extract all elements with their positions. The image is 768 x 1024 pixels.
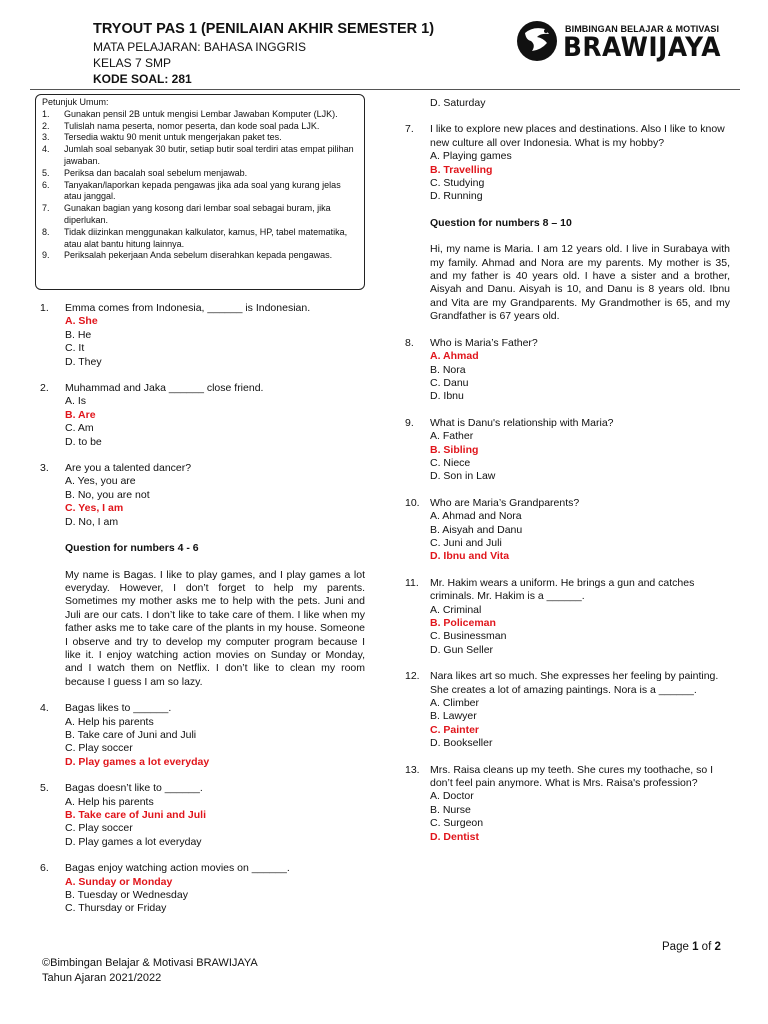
question-text: Mr. Hakim wears a uniform. He brings a gun and catches criminals. Mr. Hakim is a ______.: [430, 576, 695, 603]
question-number: 11.: [405, 576, 419, 589]
instruction-item: [42, 121, 358, 133]
question-stem: [405, 337, 730, 350]
page-number: [662, 941, 721, 953]
page-of: of: [701, 941, 712, 953]
question-stem: [405, 497, 730, 510]
instruction-text: Tanyakan/laporkan kepada pengawas jika ada soal yang kurang jelas atau janggal.: [64, 179, 341, 202]
answer-option: B. Nurse: [430, 803, 471, 816]
question-stem: [405, 417, 730, 430]
answer-option: A. Criminal: [430, 603, 482, 616]
answer-options: [40, 876, 365, 916]
answer-option: C. Niece: [430, 456, 471, 469]
answer-option: D. Ibnu: [430, 390, 464, 403]
instruction-number: 3.: [42, 132, 50, 143]
question-12: [405, 670, 730, 750]
page-prefix: Page: [662, 941, 689, 953]
answer-option: B. He: [65, 328, 92, 341]
answer-option: A. Playing games: [430, 150, 512, 163]
answer-option: A. Father: [430, 430, 474, 443]
answer-options: [40, 315, 365, 369]
question-text: Bagas enjoy watching action movies on ______.: [65, 862, 290, 875]
page-current: 1: [692, 941, 699, 953]
answer-options: [405, 430, 730, 484]
answer-option-correct: A. She: [65, 315, 98, 328]
question-text: I like to explore new places and destinations. Also I like to know new culture all over Indonesia. What is my hobby?: [430, 123, 725, 149]
logo-tagline: BIMBINGAN BELAJAR & MOTIVASI: [565, 24, 720, 34]
instruction-item: [42, 180, 358, 204]
instruction-text: Gunakan pensil 2B untuk mengisi Lembar Jawaban Komputer (LJK).: [64, 108, 338, 119]
instruction-number: 7.: [42, 203, 50, 214]
page-total: 2: [714, 941, 721, 953]
instruction-number: 2.: [42, 120, 50, 131]
question-text: Who is Maria’s Father?: [430, 336, 538, 349]
question-stem: [405, 764, 730, 791]
answer-option: C. Juni and Juli: [430, 536, 502, 549]
answer-option-correct: B. Are: [65, 408, 96, 421]
instruction-item: [42, 132, 358, 144]
instruction-text: Tidak diizinkan menggunakan kalkulator, kamus, HP, tabel matematika, atau alat bantu hitung lainnya.: [64, 226, 348, 249]
answer-options: [405, 97, 730, 110]
question-10: [405, 497, 730, 564]
right-column: [405, 97, 730, 857]
exam-header: [93, 20, 493, 87]
answer-option: C. Danu: [430, 376, 469, 389]
instruction-text: Tulislah nama peserta, nomor peserta, dan kode soal pada LJK.: [64, 120, 320, 131]
answer-options: [40, 796, 365, 850]
left-column: [40, 302, 365, 929]
answer-option-correct: B. Sibling: [430, 443, 479, 456]
answer-option-correct: D. Ibnu and Vita: [430, 550, 510, 563]
general-instructions: [35, 94, 365, 290]
question-stem: [40, 862, 365, 875]
answer-option: C. Play soccer: [65, 742, 133, 755]
question-number: 6.: [40, 862, 49, 875]
question-stem: [405, 577, 730, 604]
question-number: 2.: [40, 382, 49, 395]
instruction-text: Gunakan bagian yang kosong dari lembar soal sebagai buram, jika diperlukan.: [64, 203, 331, 225]
answer-option-correct: B. Take care of Juni and Juli: [65, 809, 207, 821]
section-heading-4-6: Question for numbers 4 - 6: [65, 542, 199, 555]
question-8: [405, 337, 730, 404]
question-text: Nara likes art so much. She expresses her feeling by painting. She creates a lot of amazing paintings. Nora is a ______.: [430, 670, 719, 696]
answer-options: [405, 510, 730, 564]
question-number: 10.: [405, 496, 420, 509]
answer-option: D. Saturday: [430, 97, 486, 109]
instructions-list: [42, 109, 358, 262]
answer-option-correct: B. Travelling: [430, 163, 493, 176]
question-stem: [40, 302, 365, 315]
logo-brand: BRAWIJAYA: [563, 32, 721, 63]
exam-title: TRYOUT PAS 1 (PENILAIAN AKHIR SEMESTER 1): [93, 21, 435, 37]
answer-options: [405, 604, 730, 658]
answer-options: [405, 150, 730, 204]
answer-option-correct: D. Play games a lot everyday: [65, 755, 210, 768]
instruction-item: [42, 168, 358, 180]
answer-option: D. Gun Seller: [430, 643, 494, 656]
answer-option-correct: C. Painter: [430, 723, 480, 736]
question-number: 7.: [405, 123, 414, 136]
answer-option: A. Help his parents: [65, 795, 154, 808]
answer-options: [40, 475, 365, 529]
question-stem: [40, 782, 365, 795]
question-text: Who are Maria’s Grandparents?: [430, 496, 580, 509]
question-text: Emma comes from Indonesia, ______ is Indonesian.: [65, 302, 311, 314]
answer-option: A. Yes, you are: [65, 475, 136, 488]
instruction-number: 4.: [42, 144, 50, 155]
question-stem: [40, 382, 365, 395]
copyright-text: ©Bimbingan Belajar & Motivasi BRAWIJAYA: [42, 957, 258, 969]
answer-option: D. They: [65, 355, 102, 368]
answer-option: A. Help his parents: [65, 715, 154, 728]
question-text: Are you a talented dancer?: [65, 462, 192, 475]
logo-mark-icon: [515, 20, 559, 62]
instruction-number: 9.: [42, 250, 50, 261]
instruction-item: [42, 203, 358, 227]
instruction-number: 8.: [42, 226, 50, 237]
answer-options: [40, 716, 365, 770]
question-6: [40, 862, 365, 916]
instruction-text: Jumlah soal sebanyak 30 butir, setiap butir soal terdiri atas empat pilihan jawaban.: [64, 144, 354, 166]
question-number: 12.: [405, 670, 420, 683]
answer-option: C. Am: [65, 422, 94, 435]
question-text: Bagas likes to ______.: [65, 702, 172, 715]
instruction-item: [42, 109, 358, 121]
instruction-number: 5.: [42, 167, 50, 178]
answer-option-correct: A. Sunday or Monday: [65, 875, 173, 888]
question-9: [405, 417, 730, 484]
subject-line: MATA PELAJARAN: BAHASA INGGRIS: [93, 40, 306, 54]
answer-option: D. Son in Law: [430, 470, 496, 483]
passage-bagas: My name is Bagas. I like to play games, and I play games a lot everyday. However, I don’t forget to help my parents. Sometimes my mother asks me to help with the pets. Juni and Juli are our cats. I don’t like to take care of them. I like when my father asks me to take care of the plants in my house. Someone I observe and try to develop my computer program because I like it. I enjoy watching action movies on Sunday or Monday, and I watch them on Netflix. I don’t like to clean my room because I guess I am so lazy.: [65, 568, 365, 688]
answer-option: D. Play games a lot everyday: [65, 835, 202, 848]
question-2: [40, 382, 365, 449]
question-text: What is Danu's relationship with Maria?: [430, 416, 614, 429]
answer-options: [405, 790, 730, 844]
answer-options: [40, 395, 365, 449]
answer-option-correct: A. Ahmad: [430, 350, 479, 363]
answer-option-correct: C. Yes, I am: [65, 502, 124, 515]
question-number: 5.: [40, 782, 49, 795]
answer-option: A. Is: [65, 395, 87, 408]
question-text: Bagas doesn’t like to ______.: [65, 782, 203, 795]
answer-option: C. Thursday or Friday: [65, 902, 167, 915]
academic-year: Tahun Ajaran 2021/2022: [42, 972, 162, 984]
instruction-item: [42, 144, 358, 168]
question-number: 4.: [40, 702, 49, 715]
brawijaya-logo: [515, 20, 740, 62]
answer-option: B. Nora: [430, 363, 466, 376]
answer-option: C. It: [65, 342, 85, 355]
answer-option: C. Play soccer: [65, 822, 133, 835]
answer-option: D. Bookseller: [430, 737, 493, 750]
question-11: [405, 577, 730, 657]
instruction-item: [42, 227, 358, 251]
section-heading-8-10: Question for numbers 8 – 10: [430, 216, 572, 229]
answer-option: A. Doctor: [430, 790, 474, 803]
answer-option-correct: B. Policeman: [430, 617, 496, 629]
grade-line: KELAS 7 SMP: [93, 56, 172, 70]
answer-option: C. Businessman: [430, 630, 507, 643]
question-text: Muhammad and Jaka ______ close friend.: [65, 382, 264, 395]
answer-options: [405, 350, 730, 404]
instruction-item: [42, 250, 358, 262]
question-stem: [40, 702, 365, 715]
header-divider: [30, 89, 740, 90]
instruction-number: 6.: [42, 179, 50, 190]
question-stem: [405, 123, 730, 150]
answer-option: C. Studying: [430, 177, 485, 190]
answer-option: D. No, I am: [65, 515, 119, 528]
question-5: [40, 782, 365, 849]
exam-code: KODE SOAL: 281: [93, 72, 192, 86]
question-6-continued: [405, 97, 730, 110]
question-7: [405, 123, 730, 203]
answer-option: D. to be: [65, 435, 102, 448]
question-number: 13.: [405, 763, 420, 776]
answer-option: B. Tuesday or Wednesday: [65, 889, 188, 902]
question-3: [40, 462, 365, 529]
question-stem: [40, 462, 365, 475]
question-number: 3.: [40, 462, 49, 475]
passage-maria: Hi, my name is Maria. I am 12 years old. I live in Surabaya with my family. Ahmad and Nora are my parents. My mother is 35, and my father is 40 years old. I have a sister and a brother, Aisyah and Danu. Aisyah is 10, and Danu is 8 years old. Ibnu and Vita are my Grandparents. My Grandmother is 65, and my Grandfather is 67 years old.: [430, 243, 730, 323]
question-number: 9.: [405, 416, 414, 429]
answer-option-correct: D. Dentist: [430, 830, 480, 843]
answer-option: D. Running: [430, 190, 483, 203]
answer-option: B. Aisyah and Danu: [430, 523, 523, 536]
question-number: 1.: [40, 302, 49, 314]
instruction-text: Periksalah pekerjaan Anda sebelum diserahkan kepada pengawas.: [64, 250, 333, 261]
question-text: Mrs. Raisa cleans up my teeth. She cures my toothache, so I don’t feel pain anymore. What is Mrs. Raisa's profession?: [430, 763, 714, 790]
answer-options: [405, 697, 730, 751]
answer-option: B. Take care of Juni and Juli: [65, 728, 197, 741]
instruction-text: Periksa dan bacalah soal sebelum menjawab.: [64, 167, 248, 178]
answer-option: A. Climber: [430, 697, 480, 710]
question-stem: [405, 670, 730, 697]
question-number: 8.: [405, 336, 414, 349]
instructions-heading: Petunjuk Umum:: [42, 97, 109, 107]
answer-option: B. No, you are not: [65, 488, 150, 501]
answer-option: B. Lawyer: [430, 710, 477, 723]
instruction-number: 1.: [42, 108, 50, 119]
answer-option: A. Ahmad and Nora: [430, 510, 522, 523]
answer-option: C. Surgeon: [430, 817, 484, 830]
question-1: [40, 302, 365, 369]
instruction-text: Tersedia waktu 90 menit untuk mengerjakan paket tes.: [64, 132, 282, 143]
page-footer: [42, 956, 258, 986]
question-13: [405, 764, 730, 844]
question-4: [40, 702, 365, 769]
